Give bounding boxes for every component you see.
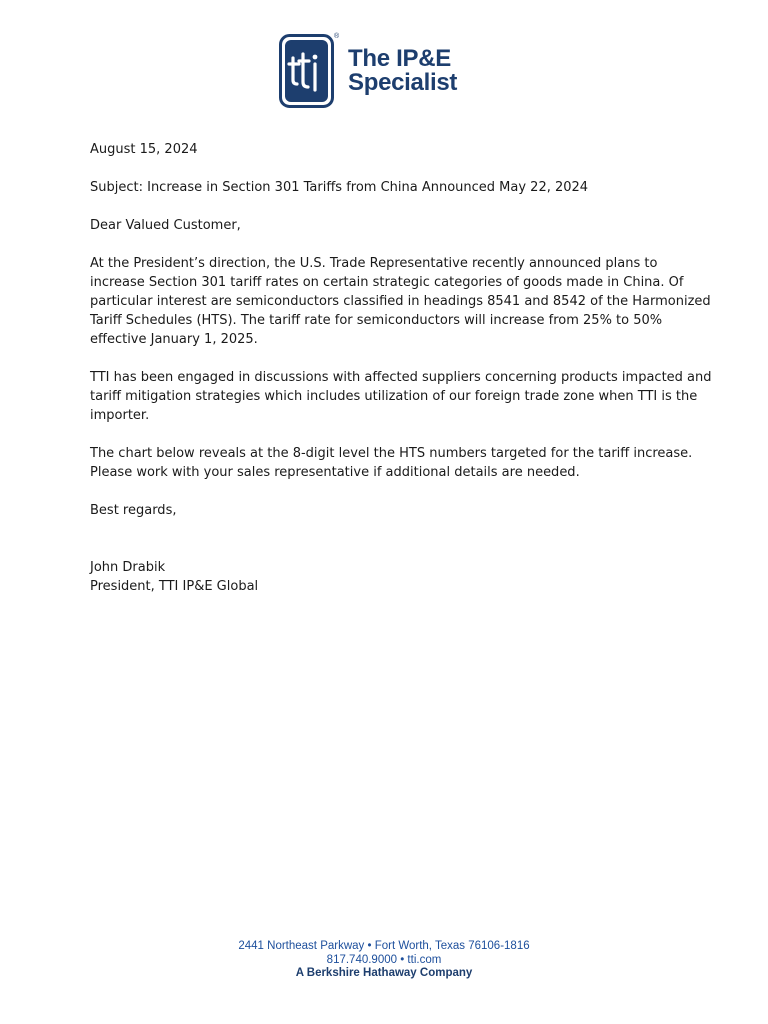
- letter-salutation: Dear Valued Customer,: [90, 218, 241, 233]
- paragraph-2: [90, 368, 712, 425]
- paragraph-line: importer.: [90, 408, 150, 423]
- brand-line-1: The IP&E: [348, 45, 451, 72]
- tti-logo-icon: [279, 34, 334, 108]
- footer-address: 2441 Northeast Parkway • Fort Worth, Texas 76106-1816: [238, 940, 530, 952]
- paragraph-3: [90, 444, 693, 482]
- brand-name: [348, 47, 457, 95]
- signer-title: President, TTI IP&E Global: [90, 579, 259, 594]
- paragraph-line: TTI has been engaged in discussions with affected suppliers concerning products impacted and: [90, 370, 712, 385]
- paragraph-line: The chart below reveals at the 8-digit level the HTS numbers targeted for the tariff increase.: [90, 446, 693, 461]
- letter-date: August 15, 2024: [90, 142, 198, 157]
- paragraph-1: [90, 254, 711, 349]
- letter-subject: Subject: Increase in Section 301 Tariffs from China Announced May 22, 2024: [90, 180, 589, 195]
- paragraph-line: increase Section 301 tariff rates on certain strategic categories of goods made in China. Of: [90, 275, 684, 290]
- footer-contact: 817.740.9000 • tti.com: [326, 953, 442, 966]
- paragraph-line: effective January 1, 2025.: [90, 332, 258, 347]
- paragraph-line: tariff mitigation strategies which includes utilization of our foreign trade zone when TTI is the: [90, 389, 698, 404]
- letterhead: [279, 34, 457, 108]
- letter-closing: Best regards,: [90, 503, 177, 518]
- brand-line-2: Specialist: [348, 69, 458, 96]
- paragraph-line: Please work with your sales representative if additional details are needed.: [90, 465, 580, 480]
- signer-name: John Drabik: [90, 560, 166, 575]
- paragraph-line: Tariff Schedules (HTS). The tariff rate for semiconductors will increase from 25% to 50%: [90, 313, 663, 328]
- paragraph-line: At the President’s direction, the U.S. Trade Representative recently announced plans to: [90, 256, 658, 271]
- paragraph-line: particular interest are semiconductors classified in headings 8541 and 8542 of the Harmonized: [90, 294, 711, 309]
- footer-company: A Berkshire Hathaway Company: [295, 967, 473, 979]
- registered-mark: ®: [334, 33, 340, 40]
- letter-body: [90, 140, 712, 596]
- page-footer: [0, 940, 768, 981]
